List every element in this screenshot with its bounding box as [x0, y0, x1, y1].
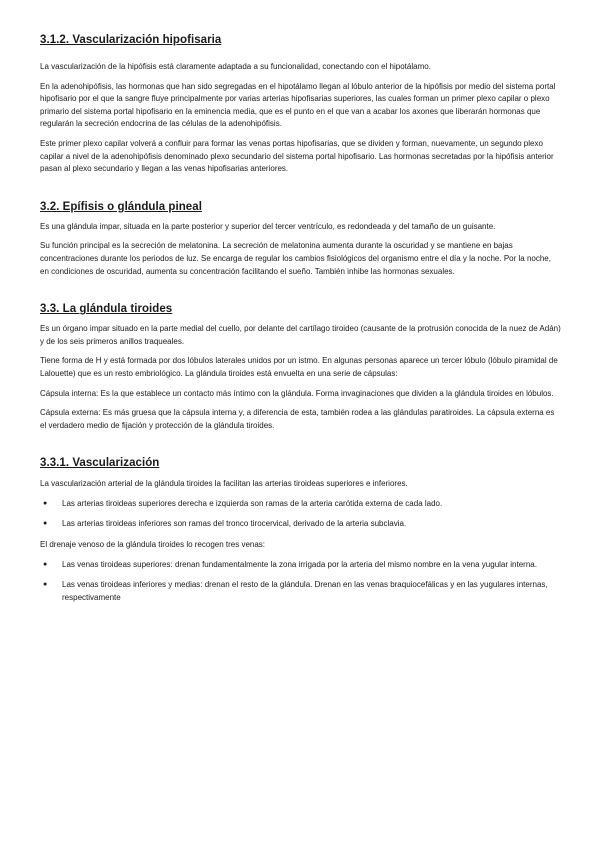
paragraph: Este primer plexo capilar volverá a confluir para formar las venas portas hipofisarias, que se dividen y forman, nuevamente, un segundo plexo capilar a nivel de la adenohipófisis denominado plexo secundario del sistema portal hipofisario. Las hormonas secretadas por la hipófisis anterior pasan al plexo secundario y llegan a las venas hipofisarias anteriores.	[40, 138, 554, 174]
bullet-icon: ●	[43, 560, 48, 568]
bullet-icon: ●	[43, 520, 48, 528]
paragraph: Es un órgano impar situado en la parte medial del cuello, por delante del cartílago tiroideo (causante de la protrusión conocida de la nuez de Adán) y de los seis primeros anillos traqueales.	[40, 324, 561, 346]
paragraph: La vascularización arterial de la glándula tiroides la facilitan las arterias tiroideas superiores e inferiores.	[40, 479, 408, 489]
paragraph: Su función principal es la secreción de melatonina. La secreción de melatonina aumenta durante la oscuridad y se mantiene en bajas concentraciones durante los periodos de luz. Se encarga de regular los cambios fisiológicos del organismo entre el día y la noche. Por la noche, en condiciones de oscuridad, aumenta su concentración facilitando el sueño. También inhibe las hormonas sexuales.	[40, 241, 551, 276]
list-item-text: Las venas tiroideas superiores: drenan fundamentalmente la zona irrigada por la arteria del mismo nombre en la vena yugular interna.	[62, 559, 537, 569]
section-heading-vascularizacion: 3.3.1. Vascularización	[40, 457, 160, 470]
arterial-list	[40, 498, 562, 531]
list-item	[40, 579, 562, 604]
list-item	[40, 559, 562, 572]
section-heading-glandula-tiroides: 3.3. La glándula tiroides	[40, 303, 173, 316]
venous-list	[40, 559, 562, 605]
paragraph: La vascularización de la hipófisis está claramente adaptada a su funcionalidad, conectando con el hipotálamo.	[40, 62, 431, 71]
list-item	[40, 498, 562, 511]
document-page	[40, 34, 562, 604]
list-item-text: Las arterias tiroideas inferiores son ramas del tronco tirocervical, derivado de la arteria subclavia.	[62, 519, 407, 529]
paragraph: Cápsula interna: Es la que establece un contacto más íntimo con la glándula. Forma invaginaciones que dividen a la glándula tiroides en lóbulos.	[40, 388, 554, 398]
list-item-text: Las venas tiroideas inferiores y medias: drenan el resto de la glándula. Drenan en las venas braquiocefálicas y en las yugulares internas, respectivamente	[62, 580, 548, 602]
paragraph: El drenaje venoso de la glándula tiroides lo recogen tres venas:	[40, 540, 266, 550]
list-item	[40, 518, 562, 531]
bullet-icon: ●	[43, 581, 48, 589]
paragraph: Es una glándula impar, situada en la parte posterior y superior del tercer ventrículo, es redondeada y del tamaño de un guisante.	[40, 221, 496, 231]
paragraph: Tiene forma de H y está formada por dos lóbulos laterales unidos por un istmo. En algunas personas aparece un tercer lóbulo (lóbulo piramidal de Lalouette) que es un resto embriológico. La glándula tiroides está envuelta en una serie de cápsulas:	[40, 356, 558, 378]
section-heading-epifisis: 3.2. Epífisis o glándula pineal	[40, 200, 202, 213]
list-item-text: Las arterias tiroideas superiores derecha e izquierda son ramas de la arteria carótida externa de cada lado.	[62, 498, 443, 508]
bullet-icon: ●	[43, 499, 48, 507]
paragraph: En la adenohipófisis, las hormonas que han sido segregadas en el hipotálamo llegan al lóbulo anterior de la hipófisis por medio del sistema portal hipofisario por el que la sangre fluye principalmente por varias arterias hipofisarias superiores, las cuales forman un primer plexo capilar o plexo primario del sistema portal hipofisario en la eminencia media, que es el punto en el que van a acabar los axones que liberarán hormonas que regularán la secreción endocrina de las células de la adenohipófisis.	[40, 81, 556, 129]
paragraph: Cápsula externa: Es más gruesa que la cápsula interna y, a diferencia de esta, también rodea a las glándulas paratiroides. La cápsula externa es el verdadero medio de fijación y protección de la glándula tiroides.	[40, 408, 555, 430]
section-heading-vascularizacion-hipofisaria: 3.1.2. Vascularización hipofisaria	[40, 34, 222, 46]
